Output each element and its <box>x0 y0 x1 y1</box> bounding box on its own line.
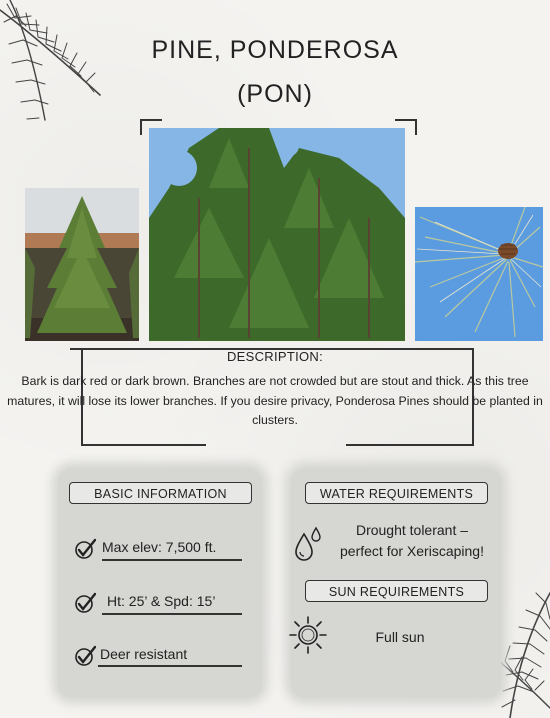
basic-info-item: Ht: 25’ & Spd: 15’ <box>107 593 216 609</box>
water-requirements-line: Drought tolerant – <box>355 522 469 538</box>
page-title: PINE, PONDEROSA <box>151 36 399 64</box>
water-requirements-line: perfect for Xeriscaping! <box>340 543 484 559</box>
young-pine-photo <box>25 188 139 341</box>
basic-info-heading: BASIC INFORMATION <box>69 482 252 504</box>
sun-requirements-text: Full sun <box>375 629 425 645</box>
pine-branch-decoration <box>0 0 110 130</box>
checkmark-icon <box>74 592 96 614</box>
pine-cone-photo <box>415 207 543 341</box>
description-frame-bottom <box>346 444 474 446</box>
water-requirements-heading: WATER REQUIREMENTS <box>305 482 488 504</box>
description-heading: DESCRIPTION: <box>226 349 324 364</box>
water-requirements-text <box>322 520 502 562</box>
sun-requirements-heading: SUN REQUIREMENTS <box>305 580 488 602</box>
basic-info-item: Max elev: 7,500 ft. <box>102 539 217 555</box>
description-text: Bark is dark red or dark brown. Branches are not crowded but are stout and thick. As this tree matures, it will lose its lower branches. If you desire privacy, Ponderosa Pines should be planted in clusters. <box>7 374 543 427</box>
item-underline <box>98 665 242 667</box>
item-underline <box>102 559 242 561</box>
basic-info-item: Deer resistant <box>100 646 188 662</box>
item-underline <box>102 613 242 615</box>
photo-frame-corner <box>395 119 417 135</box>
water-drops-icon <box>294 526 324 562</box>
description-frame-bottom <box>81 444 206 446</box>
photo-frame-corner <box>140 119 162 135</box>
page-subtitle-code: (PON) <box>237 80 313 108</box>
checkmark-icon <box>74 645 96 667</box>
mature-pine-photo <box>149 128 405 341</box>
sun-icon <box>288 615 328 655</box>
checkmark-icon <box>74 538 96 560</box>
